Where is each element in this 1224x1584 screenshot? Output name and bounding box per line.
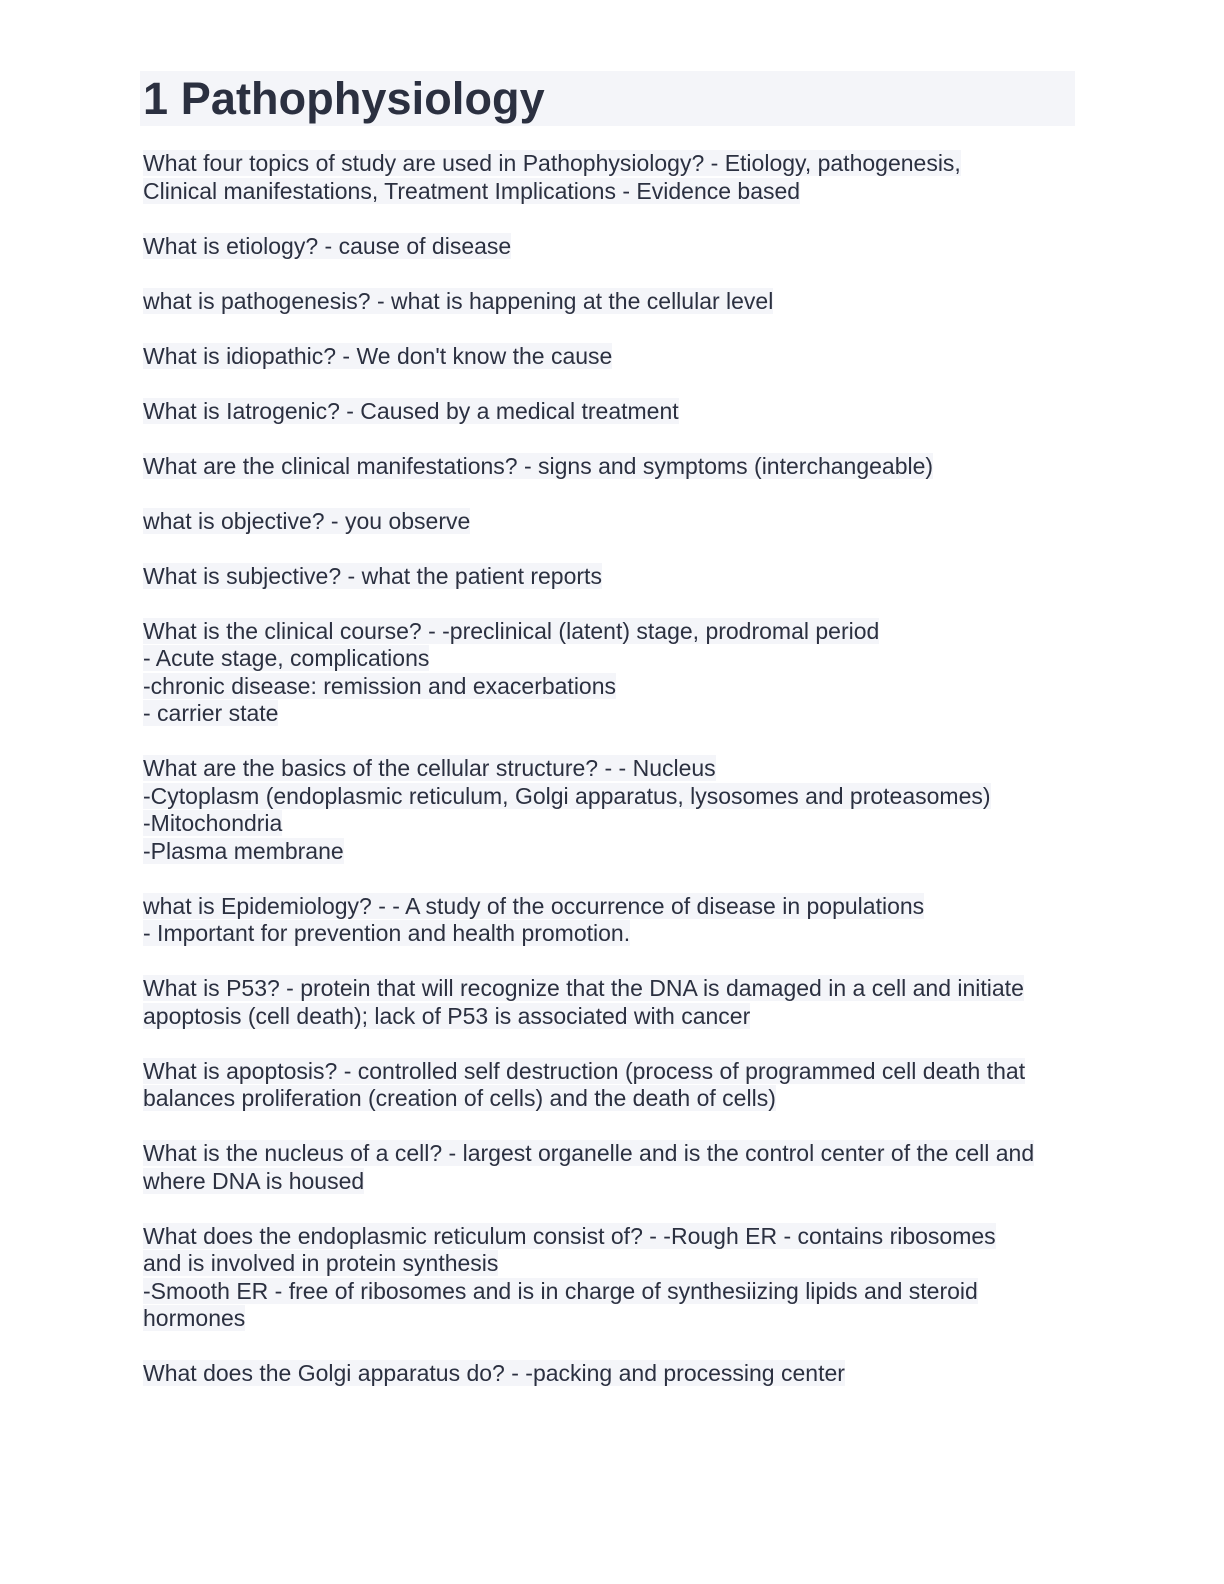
qa-entry [140, 288, 1075, 316]
qa-line-text: -Cytoplasm (endoplasmic reticulum, Golgi apparatus, lysosomes and proteasomes) [143, 782, 991, 809]
qa-line [143, 838, 1075, 866]
qa-line [143, 343, 1075, 371]
qa-entry [140, 893, 1075, 948]
qa-line-text: Clinical manifestations, Treatment Implications - Evidence based [143, 177, 801, 204]
qa-line [143, 1250, 1075, 1278]
qa-line [143, 288, 1075, 316]
qa-entry [140, 150, 1075, 205]
qa-entry [140, 1140, 1075, 1195]
qa-line [143, 563, 1075, 591]
qa-entry [140, 1360, 1075, 1388]
qa-line-text: What is etiology? - cause of disease [143, 232, 512, 259]
document-page [140, 71, 1075, 1415]
qa-line-text: and is involved in protein synthesis [143, 1250, 499, 1276]
qa-line [143, 1003, 1075, 1031]
qa-line [143, 645, 1075, 673]
qa-entry [140, 508, 1075, 536]
qa-line-text: apoptosis (cell death); lack of P53 is associated with cancer [143, 1002, 751, 1029]
qa-line [143, 810, 1075, 838]
qa-line [143, 893, 1075, 921]
qa-entry [140, 343, 1075, 371]
qa-line [143, 1305, 1075, 1333]
page-title: 1 Pathophysiology [143, 73, 545, 124]
qa-line [143, 1140, 1075, 1168]
qa-line [143, 1278, 1075, 1306]
qa-entry [140, 755, 1075, 865]
qa-entry [140, 1058, 1075, 1113]
qa-line-text: What does the endoplasmic reticulum consist of? - -Rough ER - contains ribosomes [143, 1222, 996, 1249]
qa-entry [140, 398, 1075, 426]
qa-line-text: What are the clinical manifestations? - signs and symptoms (interchangeable) [143, 452, 934, 479]
qa-entry [140, 233, 1075, 261]
qa-line-text: What is apoptosis? - controlled self destruction (process of programmed cell death that [143, 1057, 1026, 1084]
qa-entry [140, 1223, 1075, 1333]
qa-line-text: where DNA is housed [143, 1167, 365, 1194]
qa-line-text: What does the Golgi apparatus do? - -packing and processing center [143, 1360, 845, 1386]
qa-line-text: What is the clinical course? - -preclinical (latent) stage, prodromal period [143, 617, 880, 644]
qa-entry [140, 618, 1075, 728]
qa-line [143, 1168, 1075, 1196]
qa-line-text: What are the basics of the cellular structure? - - Nucleus [143, 755, 716, 781]
qa-line-text: what is Epidemiology? - - A study of the occurrence of disease in populations [143, 892, 925, 919]
qa-line-text: -chronic disease: remission and exacerbations [143, 672, 617, 699]
qa-line [143, 920, 1075, 948]
qa-line [143, 150, 1075, 178]
qa-line [143, 1058, 1075, 1086]
qa-line [143, 673, 1075, 701]
qa-line [143, 1085, 1075, 1113]
qa-line [143, 975, 1075, 1003]
qa-line-text: - Acute stage, complications [143, 645, 430, 671]
qa-line [143, 233, 1075, 261]
qa-line-text: balances proliferation (creation of cells) and the death of cells) [143, 1085, 776, 1111]
title-bar [140, 71, 1075, 126]
qa-line [143, 1223, 1075, 1251]
qa-entry [140, 563, 1075, 591]
qa-line-text: -Mitochondria [143, 810, 283, 836]
qa-line-text: What is P53? - protein that will recognize that the DNA is damaged in a cell and initiate [143, 975, 1024, 1001]
qa-list [140, 150, 1075, 1388]
qa-line-text: What is idiopathic? - We don't know the cause [143, 342, 613, 369]
qa-line [143, 700, 1075, 728]
qa-line-text: -Plasma membrane [143, 837, 344, 864]
qa-line [143, 508, 1075, 536]
qa-line-text: What is subjective? - what the patient reports [143, 562, 602, 589]
qa-line-text: What four topics of study are used in Pathophysiology? - Etiology, pathogenesis, [143, 150, 961, 176]
qa-line [143, 783, 1075, 811]
qa-entry [140, 975, 1075, 1030]
qa-line [143, 1360, 1075, 1388]
qa-line-text: -Smooth ER - free of ribosomes and is in charge of synthesiizing lipids and steroid [143, 1277, 978, 1304]
qa-entry [140, 453, 1075, 481]
qa-line [143, 178, 1075, 206]
qa-line [143, 755, 1075, 783]
qa-line [143, 453, 1075, 481]
qa-line [143, 398, 1075, 426]
qa-line-text: What is Iatrogenic? - Caused by a medical treatment [143, 397, 679, 424]
qa-line-text: hormones [143, 1305, 246, 1331]
qa-line-text: - Important for prevention and health promotion. [143, 920, 631, 946]
qa-line [143, 618, 1075, 646]
qa-line-text: What is the nucleus of a cell? - largest organelle and is the control center of the cell and [143, 1140, 1035, 1166]
qa-line-text: what is pathogenesis? - what is happening at the cellular level [143, 287, 774, 314]
qa-line-text: what is objective? - you observe [143, 507, 471, 534]
qa-line-text: - carrier state [143, 700, 279, 726]
